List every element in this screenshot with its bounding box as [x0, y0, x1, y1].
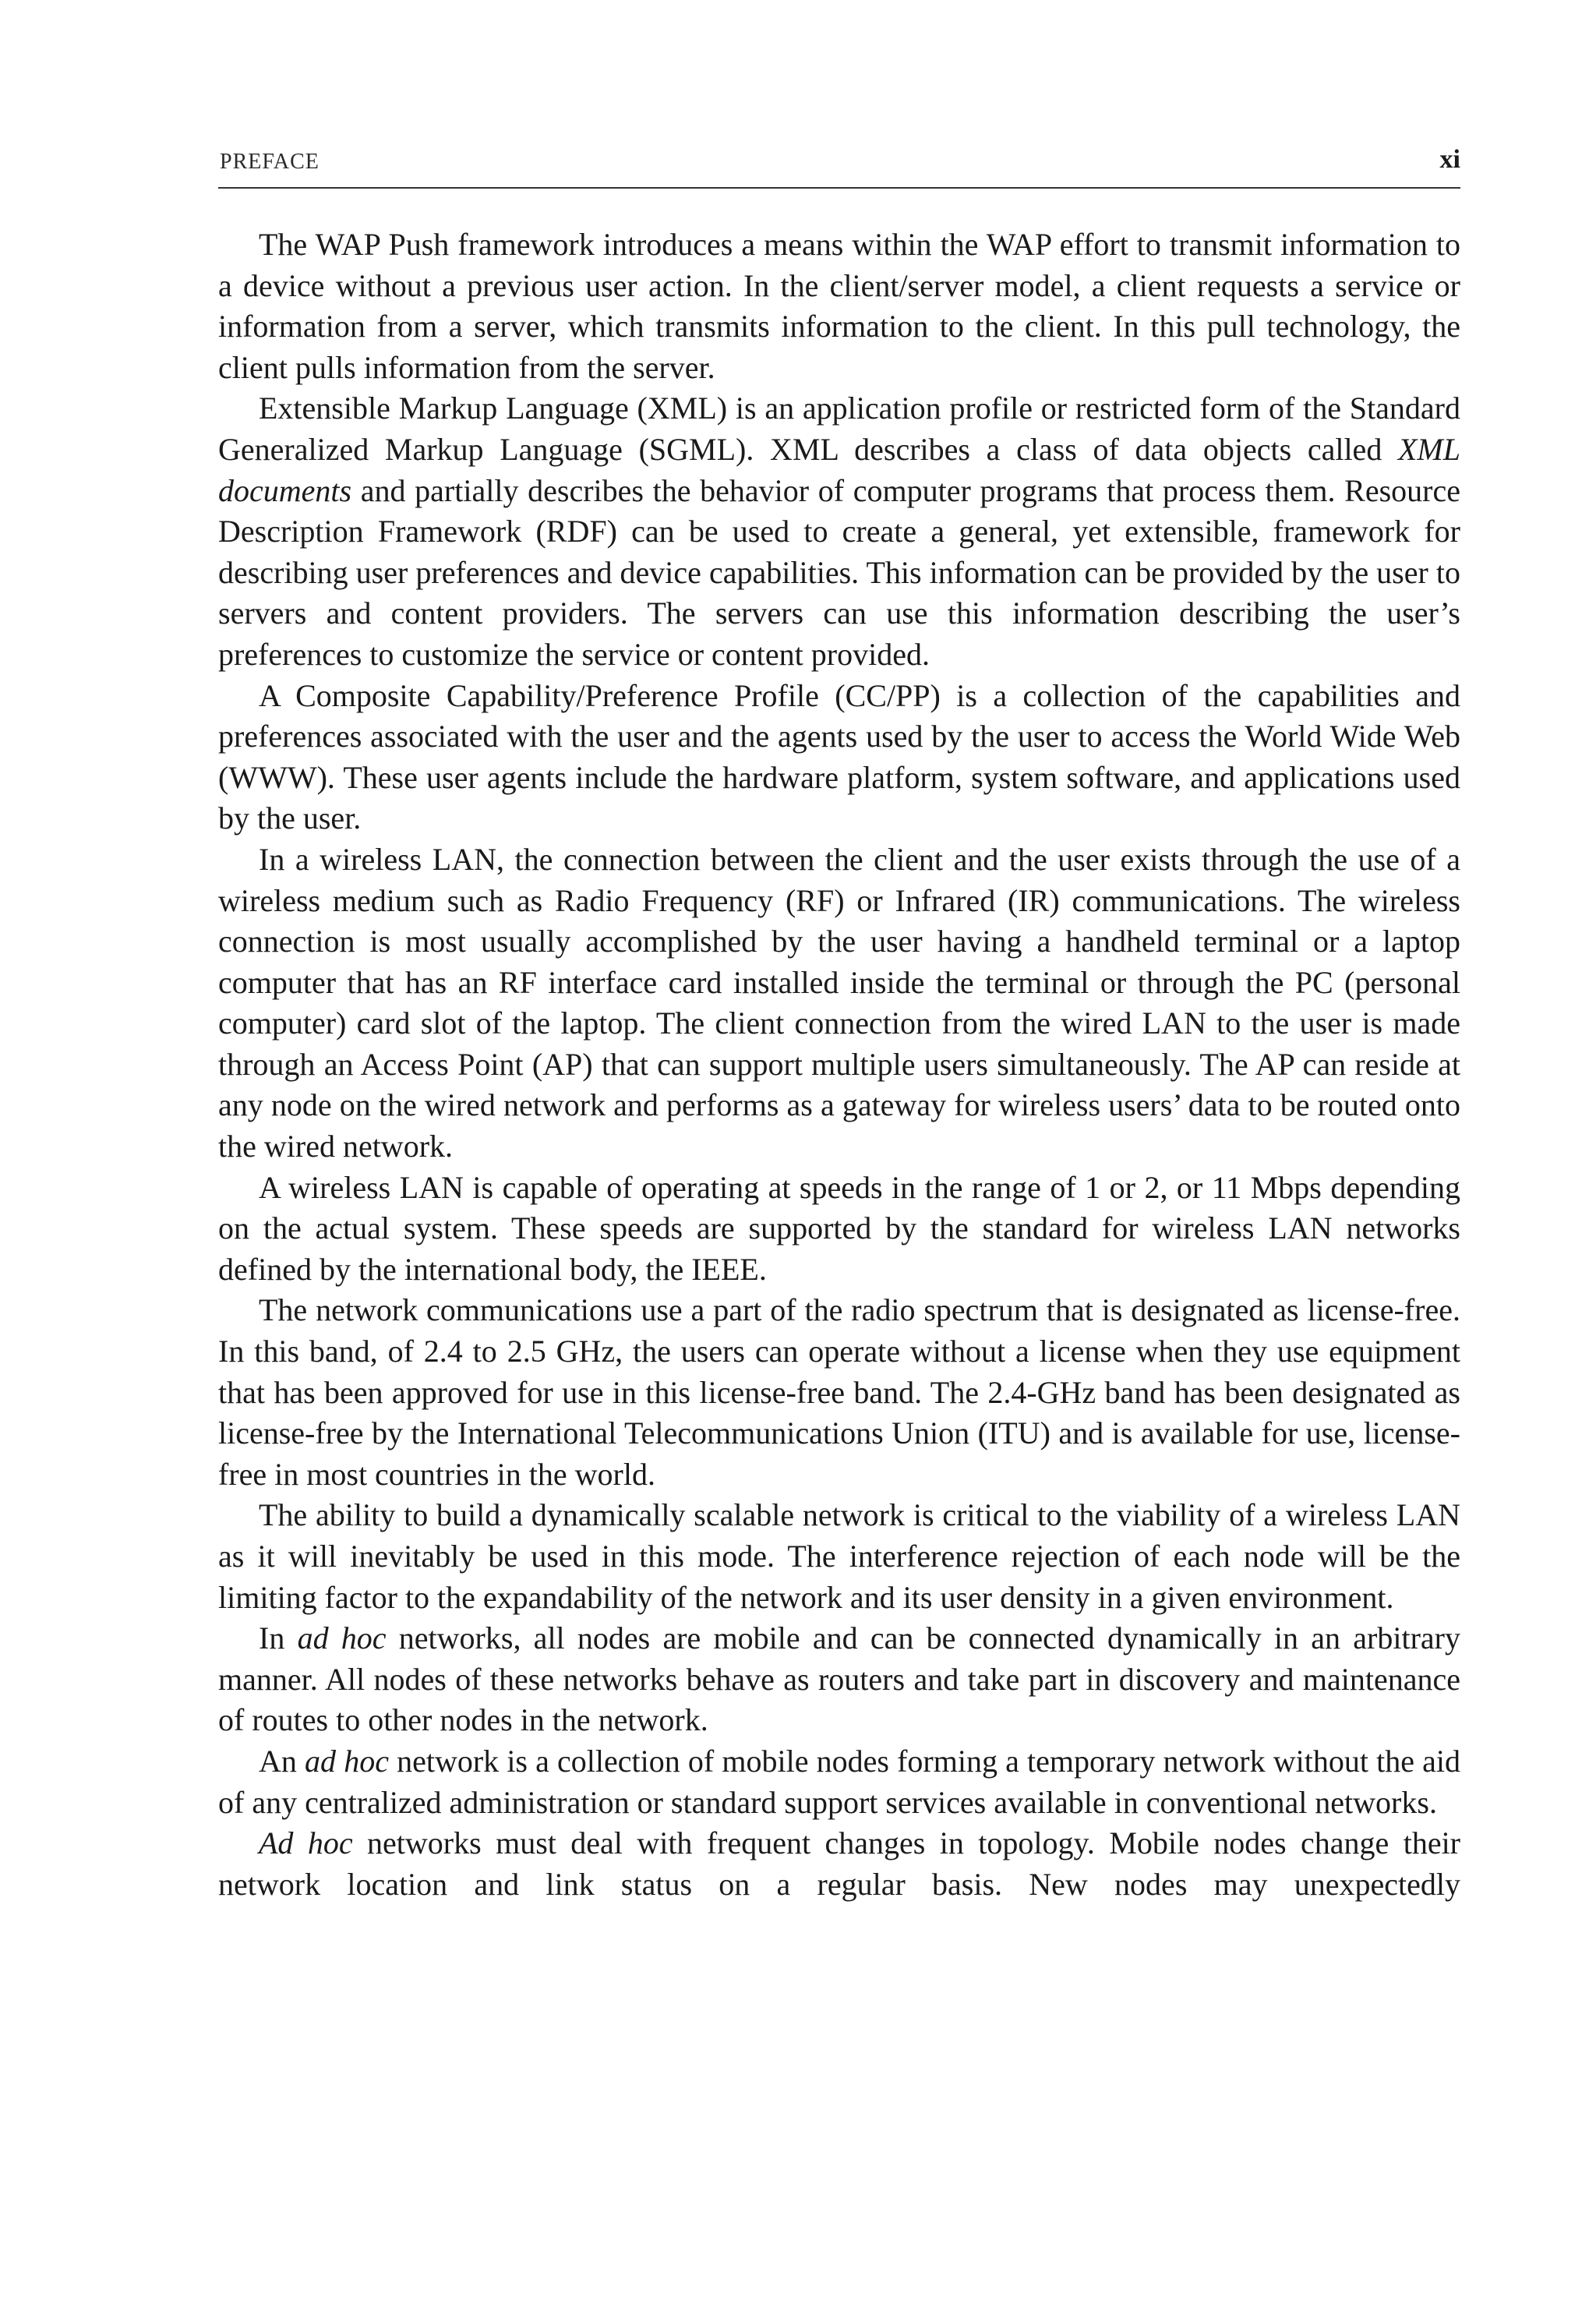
paragraph-wireless-lan: In a wireless LAN, the connection between the client and the user exists through the use of a wireless medium such as Radio Frequency (RF) or Infrared (IR) communications. The wireless connection is most usually accomplished by the user having a handheld terminal or a laptop computer that has an RF interface card installed inside the terminal or through the PC (personal computer) card slot of the laptop. The client connection from the wired LAN to the user is made through an Access Point (AP) that can support multiple users simultaneously. The AP can reside at any node on the wired network and performs as a gateway for wireless users’ data to be routed onto the wired network. — [218, 841, 1460, 1164]
paragraph-scalability: The ability to build a dynamically scalable network is critical to the viability of a wireless LAN as it will inevitably be used in this mode. The interference rejection of each node will be the limiting factor to the expandability of the network and its user density in a given environment. — [218, 1497, 1460, 1615]
italic-term: XML documents — [218, 431, 1460, 508]
italic-term: ad hoc — [305, 1743, 389, 1779]
italic-term: ad hoc — [297, 1620, 387, 1656]
body-text — [218, 224, 1460, 1905]
book-page — [218, 140, 1460, 1905]
paragraph-license-free: The network communications use a part of the radio spectrum that is designated as license-free. In this band, of 2.4 to 2.5 GHz, the users can operate without a license when they use equipment that has been approved for use in this license-free band. The 2.4-GHz band has been designated as license-free by the International Telecommunications Union (ITU) and is available for use, license-free in most countries in the world. — [218, 1292, 1460, 1492]
paragraph-lan-speeds: A wireless LAN is capable of operating at speeds in the range of 1 or 2, or 11 Mbps depending on the actual system. These speeds are supported by the standard for wireless LAN networks defined by the international body, the IEEE. — [218, 1169, 1460, 1287]
paragraph-ad-hoc-nodes: In ad hoc networks, all nodes are mobile and can be connected dynamically in an arbitrary manner. All nodes of these networks behave as routers and take part in discovery and maintenance of routes to other nodes in the network. — [218, 1620, 1460, 1738]
italic-term: Ad hoc — [259, 1825, 353, 1861]
paragraph-ad-hoc-definition: An ad hoc network is a collection of mobile nodes forming a temporary network without the aid of any centralized administration or standard support services available in conventional networks. — [218, 1743, 1460, 1820]
running-header — [218, 140, 1460, 189]
running-title: PREFACE — [220, 150, 320, 174]
paragraph-xml: Extensible Markup Language (XML) is an application profile or restricted form of the Standard Generalized Markup Language (SGML). XML describes a class of data objects called XML documents and partially describes the behavior of computer programs that process them. Resource Description Framework (RDF) can be used to create a general, yet extensible, framework for describing user preferences and device capabilities. This information can be provided by the user to servers and content providers. The servers can use this information describing the user’s preferences to customize the service or content provided. — [218, 390, 1460, 672]
paragraph-ccpp: A Composite Capability/Preference Profile (CC/PP) is a collection of the capabilities and preferences associated with the user and the agents used by the user to access the World Wide Web (WWW). These user agents include the hardware platform, system software, and applications used by the user. — [218, 677, 1460, 836]
page-number: xi — [1439, 145, 1460, 174]
paragraph-ad-hoc-topology: Ad hoc networks must deal with frequent changes in topology. Mobile nodes change their network location and link status on a regular basis. New nodes may unexpectedly — [218, 1825, 1461, 1902]
paragraph-wap-push: The WAP Push framework introduces a means within the WAP effort to transmit information to a device without a previous user action. In the client/server model, a client requests a service or information from a server, which transmits information to the client. In this pull technology, the client pulls information from the server. — [218, 227, 1460, 385]
